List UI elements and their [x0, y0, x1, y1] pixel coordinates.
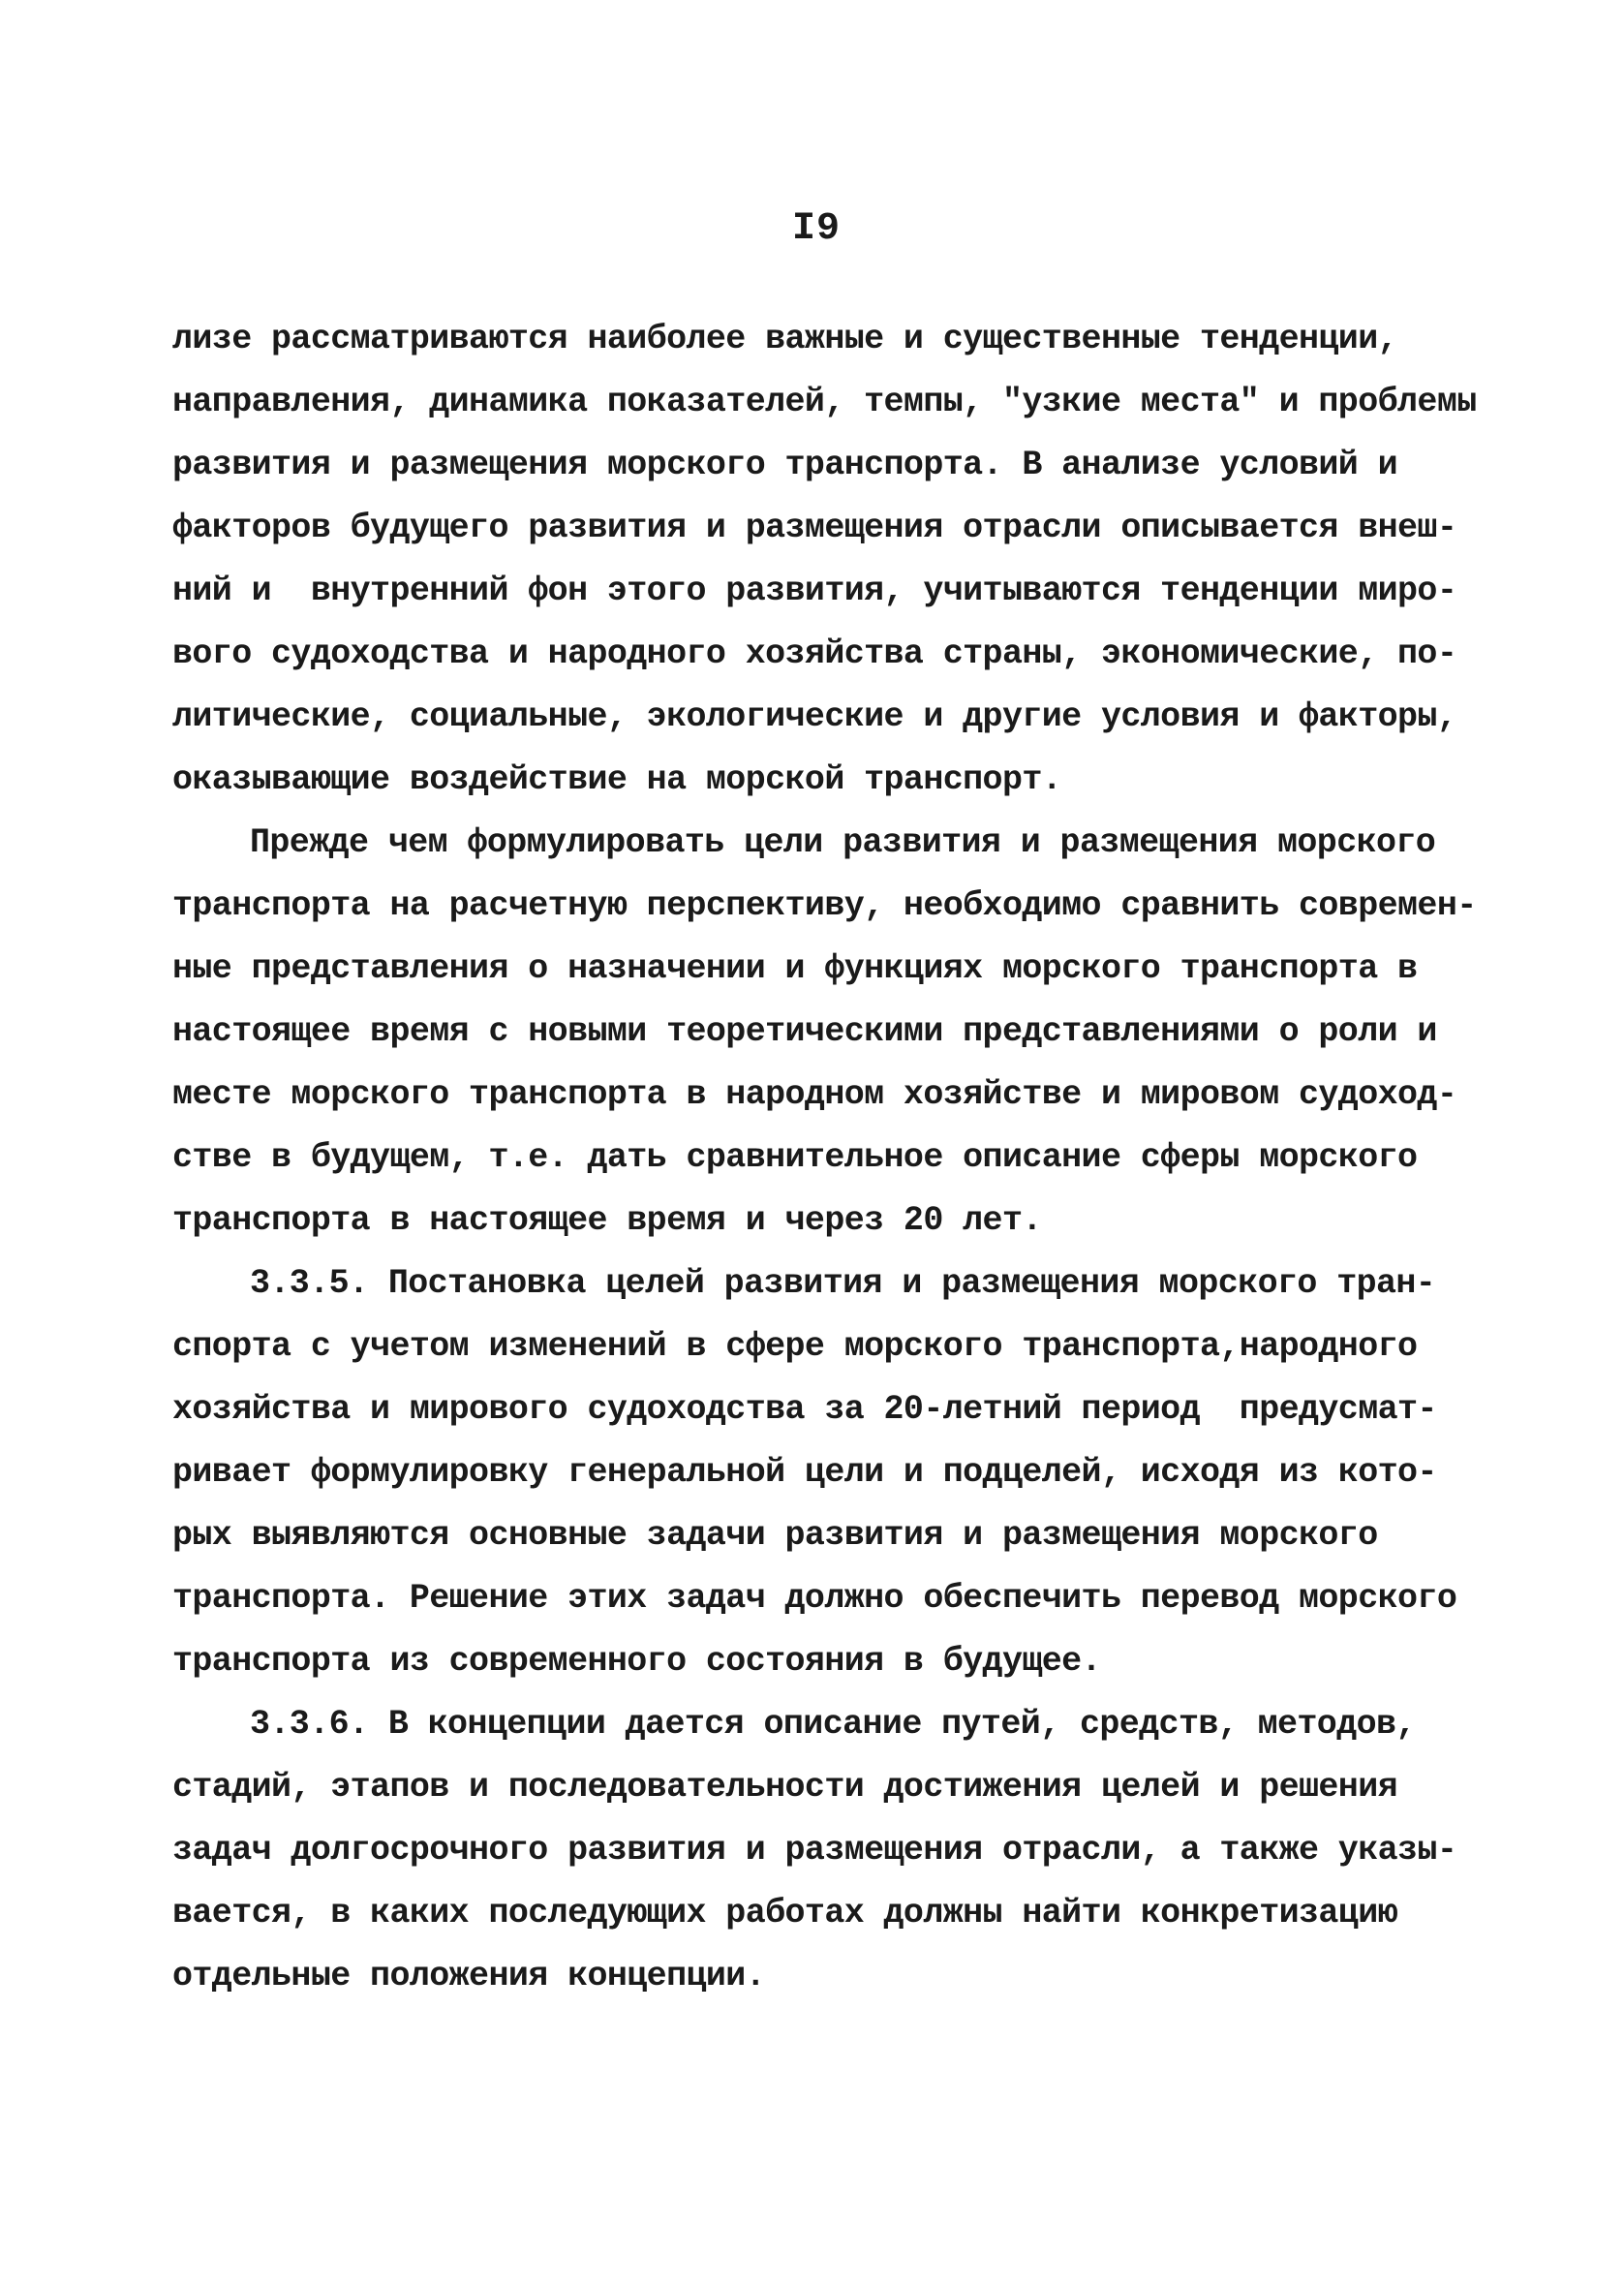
text-line: ривает формулировку генеральной цели и подцелей, исходя из кото- [172, 1453, 1437, 1492]
text-line: литические, социальные, экологические и другие условия и факторы, [172, 697, 1457, 736]
text-line: развития и размещения морского транспорта. В анализе условий и [172, 446, 1398, 484]
page-number: I9 [792, 207, 842, 251]
text-line: месте морского транспорта в народном хозяйстве и мировом судоход- [172, 1075, 1457, 1114]
text-line: транспорта из современного состояния в будущее. [172, 1642, 1101, 1681]
text-line: транспорта. Решение этих задач должно обеспечить перевод морского [172, 1579, 1457, 1618]
text-line: стве в будущем, т.е. дать сравнительное описание сферы морского [172, 1138, 1418, 1177]
text-line: задач долгосрочного развития и размещения отрасли, а также указы- [172, 1831, 1457, 1870]
text-line: хозяйства и мирового судоходства за 20-летний период предусмат- [172, 1390, 1437, 1429]
text-line: направления, динамика показателей, темпы, "узкие места" и проблемы [172, 383, 1477, 421]
text-line: вается, в каких последующих работах должны найти конкретизацию [172, 1894, 1398, 1932]
text-line: настоящее время с новыми теоретическими представлениями о роли и [172, 1012, 1437, 1051]
text-line: ные представления о назначении и функциях морского транспорта в [172, 949, 1418, 988]
text-line: спорта с учетом изменений в сфере морского транспорта,народного [172, 1327, 1418, 1366]
text-line: транспорта на расчетную перспективу, необходимо сравнить современ- [172, 886, 1477, 925]
text-line: рых выявляются основные задачи развития и размещения морского [172, 1516, 1378, 1555]
text-line: оказывающие воздействие на морской транспорт. [172, 760, 1062, 799]
text-line: транспорта в настоящее время и через 20 лет. [172, 1201, 1042, 1240]
text-line: ний и внутренний фон этого развития, учитываются тенденции миро- [172, 572, 1457, 610]
body-text [172, 308, 1480, 2008]
text-line: стадий, этапов и последовательности достижения целей и решения [172, 1768, 1398, 1807]
text-line: факторов будущего развития и размещения отрасли описывается внеш- [172, 509, 1457, 547]
text-line: 3.3.5. Постановка целей развития и размещения морского тран- [250, 1264, 1436, 1303]
text-line: 3.3.6. В концепции дается описание путей, средств, методов, [250, 1705, 1416, 1744]
text-line: Прежде чем формулировать цели развития и размещения морского [250, 823, 1436, 862]
text-line: вого судоходства и народного хозяйства страны, экономические, по- [172, 634, 1457, 673]
text-line: отдельные положения концепции. [172, 1957, 766, 1995]
text-line: лизе рассматриваются наиболее важные и существенные тенденции, [172, 320, 1398, 358]
